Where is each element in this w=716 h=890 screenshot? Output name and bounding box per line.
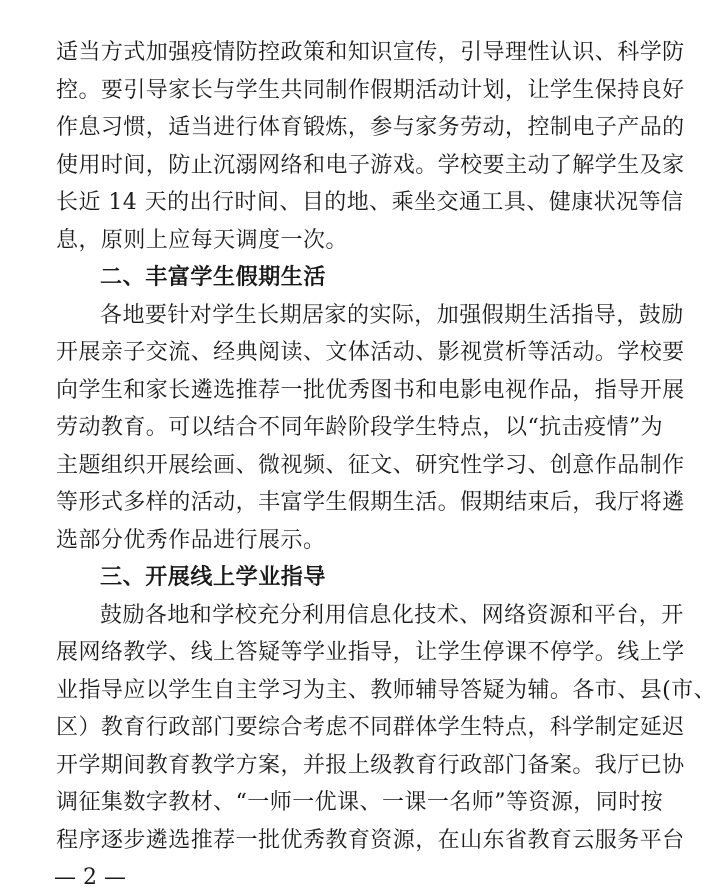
paragraph-line: 使用时间，防止沉溺网络和电子游戏。学校要主动了解学生及家 [56,153,685,178]
page-number: — 2 — [54,865,126,890]
paragraph-line: 各地要针对学生长期居家的实际，加强假期生活指导，鼓励 [100,303,684,328]
paragraph-line: 程序逐步遴选推荐一批优秀教育资源，在山东省教育云服务平台 [56,828,685,853]
paragraph-line: 区）教育行政部门要综合考虑不同群体学生特点，科学制定延迟 [56,715,685,740]
paragraph-line: 选部分优秀作品进行展示。 [56,528,326,553]
paragraph-line: 开展亲子交流、经典阅读、文体活动、影视赏析等活动。学校要 [56,340,685,365]
paragraph-line: 控。要引导家长与学生共同制作假期活动计划，让学生保持良好 [56,78,685,103]
paragraph-line: 展网络教学、线上答疑等学业指导，让学生停课不停学。线上学 [56,640,685,665]
paragraph-line: 业指导应以学生自主学习为主、教师辅导答疑为辅。各市、县(市、 [56,678,716,703]
paragraph-line: 向学生和家长遴选推荐一批优秀图书和电影电视作品，指导开展 [56,378,685,403]
paragraph-line: 长近 14 天的出行时间、目的地、乘坐交通工具、健康状况等信 [56,190,684,215]
paragraph-line: 劳动教育。可以结合不同年龄阶段学生特点，以“抗击疫情”为 [56,415,664,440]
section-heading: 三、开展线上学业指导 [100,565,327,590]
paragraph-line: 等形式多样的活动，丰富学生假期生活。假期结束后，我厅将遴 [56,490,685,515]
paragraph-line: 调征集数字教材、“一师一优课、一课一名师”等资源，同时按 [56,790,664,815]
paragraph-line: 鼓励各地和学校充分利用信息化技术、网络资源和平台，开 [100,603,684,628]
paragraph-line: 作息习惯，适当进行体育锻炼，参与家务劳动，控制电子产品的 [56,115,685,140]
paragraph-line: 息，原则上应每天调度一次。 [56,228,348,253]
paragraph-line: 主题组织开展绘画、微视频、征文、研究性学习、创意作品制作 [56,453,685,478]
paragraph-line: 适当方式加强疫情防控政策和知识宣传，引导理性认识、科学防 [56,40,685,65]
paragraph-line: 开学期间教育教学方案，并报上级教育行政部门备案。我厅已协 [56,753,685,778]
section-heading: 二、丰富学生假期生活 [100,265,327,290]
